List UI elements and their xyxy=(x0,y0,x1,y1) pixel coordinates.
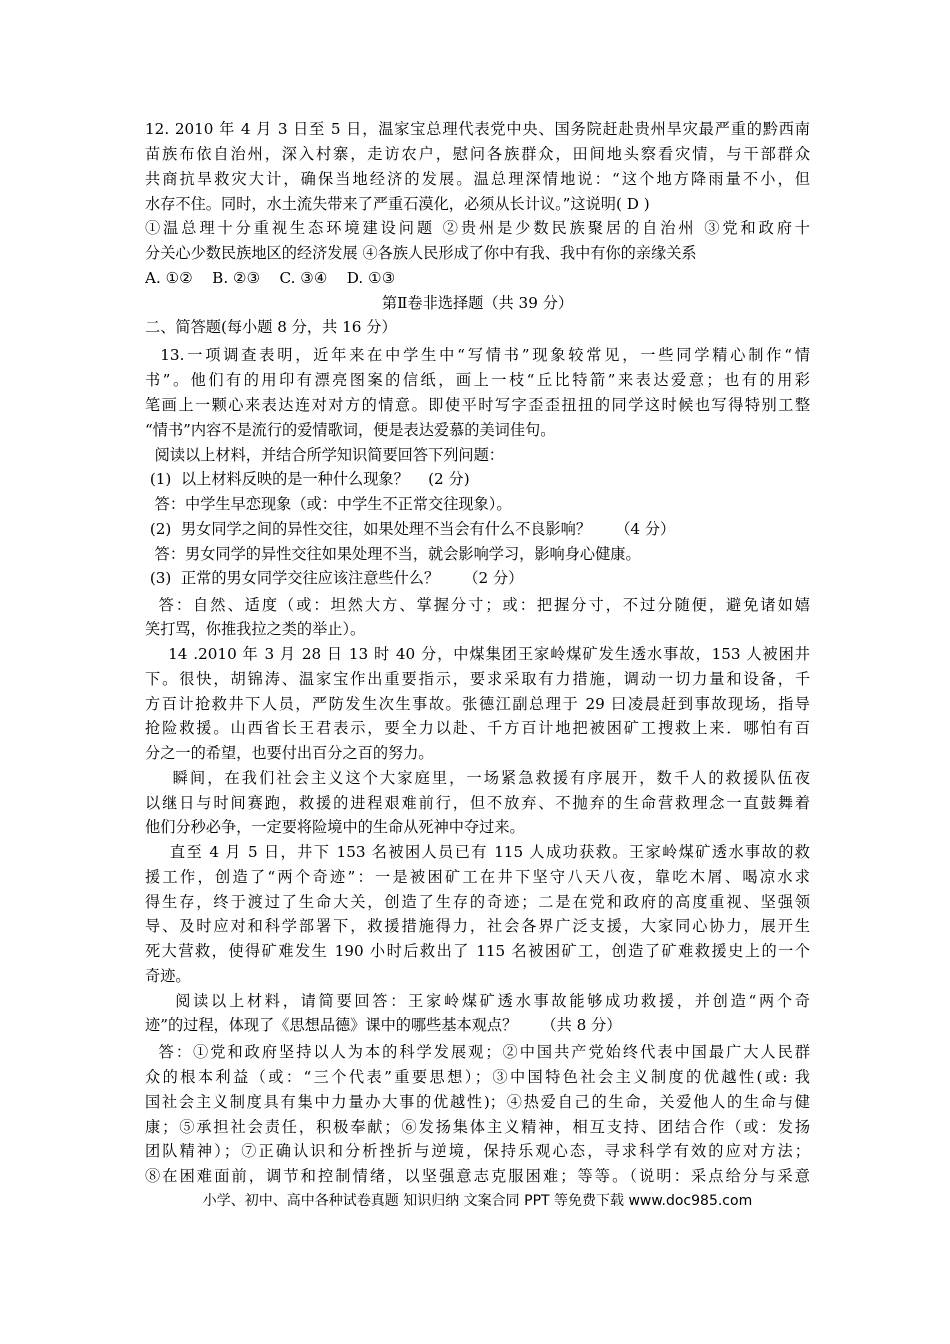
q13-line-4: “情书”内容不是流行的爱情歌词，便是表达爱慕的美词佳句。 xyxy=(145,421,556,439)
q13-subquestion-2: (2) 男女同学之间的异性交往，如果处理不当会有什么不良影响？ （4 分） xyxy=(145,520,676,538)
q14-line-12: 导、及时应对和科学部署下，救援措施得力，社会各界广泛支援，大家同心协力，展开生 xyxy=(145,917,810,935)
q12-line-6: 分关心少数民族地区的经济发展 ④各族人民形成了你中有我、我中有你的亲缘关系 xyxy=(145,244,697,262)
q14-line-6: 瞬间，在我们社会主义这个大家庭里，一场紧急救援有序展开，数千人的救援队伍夜 xyxy=(145,769,810,787)
q14-answer-line-3: 国社会主义制度具有集中力量办大事的优越性)；④热爱自己的生命，关爱他人的生命与健 xyxy=(145,1093,810,1111)
q13-answer-3-line-1: 答：自然、适度（或：坦然大方、掌握分寸；或：把握分寸，不过分随便，避免诸如嬉 xyxy=(145,596,810,614)
q14-line-7: 以继日与时间赛跑，救援的进程艰难前行，但不放弃、不抛弃的生命营救理念一直鼓舞着 xyxy=(145,794,810,812)
q13-answer-3-line-2: 笑打骂，你推我拉之类的举止）。 xyxy=(145,620,366,638)
q14-line-5: 分之一的希望，也要付出百分之百的努力。 xyxy=(145,744,434,762)
footer-download-text: 小学、初中、高中各种试卷真题 知识归纳 文案合同 PPT 等免费下载 www.doc985.com xyxy=(202,1193,753,1209)
q14-answer-line-4: 康；⑤承担社会责任，积极奉献；⑥发扬集体主义精神，相互支持、团结合作（或：发扬 xyxy=(145,1118,810,1136)
q13-subquestion-3: (3) 正常的男女同学交往应该注意些什么？ （2 分） xyxy=(145,569,524,587)
q14-answer-line-5: 团队精神）；⑦正确认识和分析挫折与逆境，保持乐观心态，寻求科学有效的应对方法； xyxy=(145,1142,810,1160)
q14-line-2: 下。很快，胡锦涛、温家宝作出重要指示，要求采取有力措施，调动一切力量和设备，千 xyxy=(145,670,810,688)
q13-answer-1: 答：中学生早恋现象（或：中学生不正常交往现象）。 xyxy=(145,495,512,513)
q12-line-4: 水存不住。同时，水土流失带来了严重石漠化，必须从长计议。”这说明( D ) xyxy=(145,195,650,213)
q13-line-2: 书”。他们有的用印有漂亮图案的信纸，画上一枝“丘比特箭”来表达爱意；也有的用彩 xyxy=(145,371,810,389)
q13-subquestion-1: (1) 以上材料反映的是一种什么现象？ (2 分) xyxy=(145,470,470,488)
q14-line-13: 死大营救，使得矿难发生 190 小时后救出了 115 名被困矿工，创造了矿难救援史上的一个 xyxy=(145,942,810,960)
q13-line-3: 笔画上一颗心来表达连对对方的情意。即使平时写字歪歪扭扭的同学这时候也写得特别工整 xyxy=(145,396,810,414)
section-2-subtitle: 二、简答题(每小题 8 分，共 16 分） xyxy=(145,318,397,336)
q14-line-3: 方百计抢救井下人员，严防发生次生事故。张德江副总理于 29 曰凌晨赶到事故现场，指导 xyxy=(145,695,810,713)
q13-line-1: 13.一项调查表明，近年来在中学生中“写情书”现象较常见，一些同学精心制作“情 xyxy=(145,346,810,364)
q14-answer-line-6: ⑧在困难面前，调节和控制情绪，以坚强意志克服困难；等等。（说明：采点给分与采意 xyxy=(145,1167,810,1185)
q14-line-11: 得生存，终于渡过了生命大关，创造了生存的奇迹；二是在党和政府的高度重视、坚强领 xyxy=(145,893,810,911)
q12-line-1: 12. 2010 年 4 月 3 日至 5 日，温家宝总理代表党中央、国务院赶赴贵州旱灾最严重的黔西南 xyxy=(145,120,810,138)
q14-line-9: 直至 4 月 5 日，井下 153 名被困人员已有 115 人成功获救。王家岭煤矿透水事故的救 xyxy=(145,843,810,861)
q12-options: A. ①② B. ②③ C. ③④ D. ①③ xyxy=(145,269,396,287)
q14-answer-line-2: 众的根本利益（或：“三个代表”重要思想）；③中国特色社会主义制度的优越性(或: 我 xyxy=(145,1068,810,1086)
q14-line-4: 抢险救援。山西省长王君表示，要全力以赴、千方百计地把被困矿工搜救上来．哪怕有百 xyxy=(145,719,810,737)
q12-line-3: 共商抗旱救灾大计，确保当地经济的发展。温总理深情地说：“这个地方降雨量不小，但 xyxy=(145,170,810,188)
q14-line-14: 奇迹。 xyxy=(145,967,191,985)
q14-line-1: 14 .2010 年 3 月 28 日 13 时 40 分，中煤集团王家岭煤矿发生透水事故，153 人被困井 xyxy=(145,645,810,663)
q13-instruction: 阅读以上材料，并结合所学知识简要回答下列问题： xyxy=(145,446,504,464)
q14-question-line-1: 阅读以上材料，请简要回答：王家岭煤矿透水事故能够成功救援，并创造“两个奇 xyxy=(145,992,810,1010)
q14-line-10: 援工作，创造了“两个奇迹”：一是被困矿工在井下坚守八天八夜，靠吃木屑、喝凉水求 xyxy=(145,868,810,886)
q12-line-5: ①温总理十分重视生态环境建设问题 ②贵州是少数民族聚居的自治州 ③党和政府十 xyxy=(145,219,810,237)
q14-line-8: 他们分秒必争，一定要将险境中的生命从死神中夺过来。 xyxy=(145,818,525,836)
q12-line-2: 苗族布依自治州，深入村寨，走访农户，慰问各族群众，田间地头察看灾情，与干部群众 xyxy=(145,145,810,163)
q14-answer-line-1: 答：①党和政府坚持以人为本的科学发展观；②中国共产党始终代表中国最广大人民群 xyxy=(145,1043,810,1061)
q13-answer-2: 答：男女同学的异性交往如果处理不当，就会影响学习，影响身心健康。 xyxy=(145,545,641,563)
section-2-title: 第Ⅱ卷非选择题（共 39 分） xyxy=(381,294,574,312)
q14-question-line-2: 迹”的过程，体现了《思想品德》课中的哪些基本观点？ （共 8 分） xyxy=(145,1016,622,1034)
